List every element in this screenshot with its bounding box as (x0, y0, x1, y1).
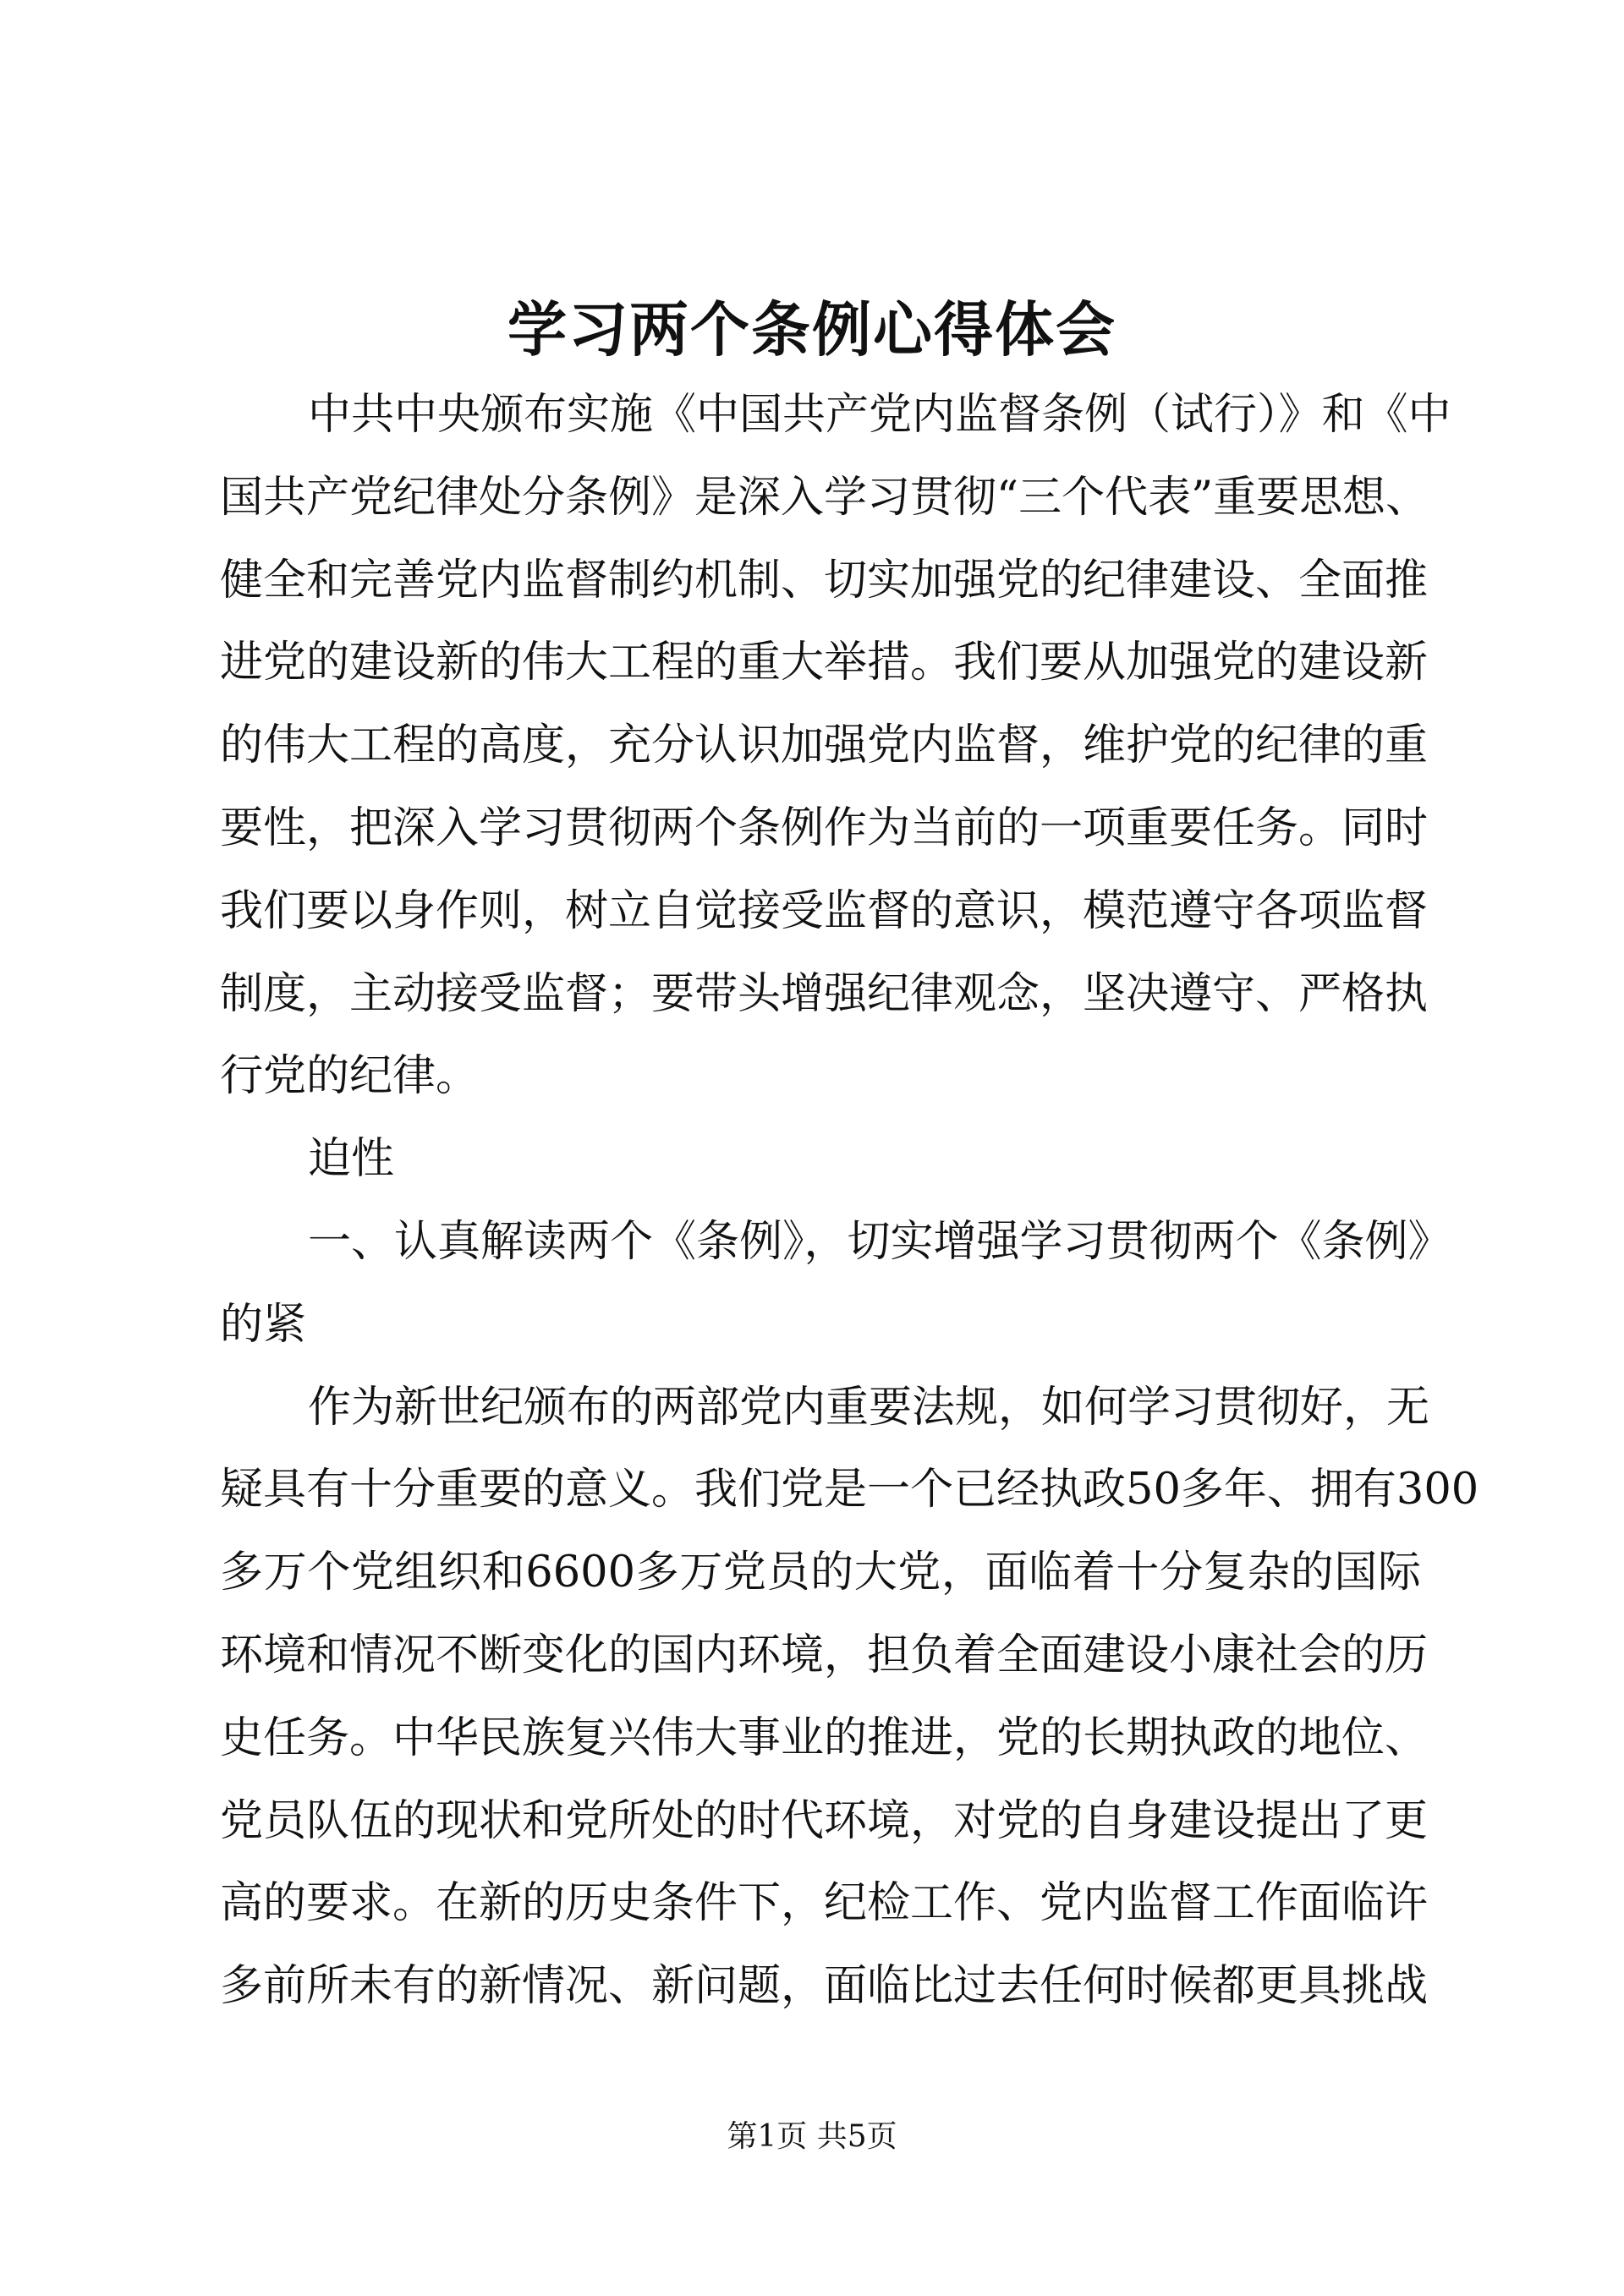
text-line: 要性，把深入学习贯彻两个条例作为当前的一项重要任务。同时 (220, 803, 1429, 853)
document-body (220, 374, 1479, 2028)
text-line: 进党的建设新的伟大工程的重大举措。我们要从加强党的建设新 (220, 638, 1429, 688)
text-line: 史任务。中华民族复兴伟大事业的推进，党的长期执政的地位、 (220, 1712, 1429, 1763)
text-line: 国共产党纪律处分条例》是深入学习贯彻“三个代表”重要思想、 (220, 472, 1429, 523)
text-line: 制度，主动接受监督；要带头增强纪律观念，坚决遵守、严格执 (220, 968, 1429, 1019)
text-line: 环境和情况不断变化的国内环境，担负着全面建设小康社会的历 (220, 1630, 1429, 1680)
text-line: 我们要以身作则，树立自觉接受监督的意识，模范遵守各项监督 (220, 885, 1429, 936)
text-line: 行党的纪律。 (220, 1051, 480, 1102)
text-line: 多前所未有的新情况、新问题，面临比过去任何时候都更具挑战 (220, 1961, 1429, 2012)
text-line: 多万个党组织和6600多万党员的大党，面临着十分复杂的国际 (220, 1548, 1421, 1598)
section-heading-line: 的紧 (220, 1299, 307, 1350)
text-line: 的伟大工程的高度，充分认识加强党内监督，维护党的纪律的重 (220, 721, 1429, 771)
page-number: 第1页 共5页 (727, 2119, 897, 2154)
text-line: 作为新世纪颁布的两部党内重要法规，如何学习贯彻好，无 (308, 1382, 1430, 1433)
section-heading-line: 一、认真解读两个《条例》，切实增强学习贯彻两个《条例》 (308, 1216, 1451, 1267)
text-line: 健全和完善党内监督制约机制、切实加强党的纪律建设、全面推 (220, 555, 1429, 606)
text-line: 高的要求。在新的历史条件下，纪检工作、党内监督工作面临许 (220, 1878, 1429, 1929)
text-line: 中共中央颁布实施《中国共产党内监督条例（试行）》和《中 (308, 390, 1451, 440)
text-line: 迫性 (308, 1134, 395, 1185)
text-line: 党员队伍的现状和党所处的时代环境，对党的自身建设提出了更 (220, 1795, 1429, 1846)
text-line: 疑具有十分重要的意义。我们党是一个已经执政50多年、拥有300 (220, 1465, 1479, 1515)
document-title: 学习两个条例心得体会 (508, 294, 1116, 364)
